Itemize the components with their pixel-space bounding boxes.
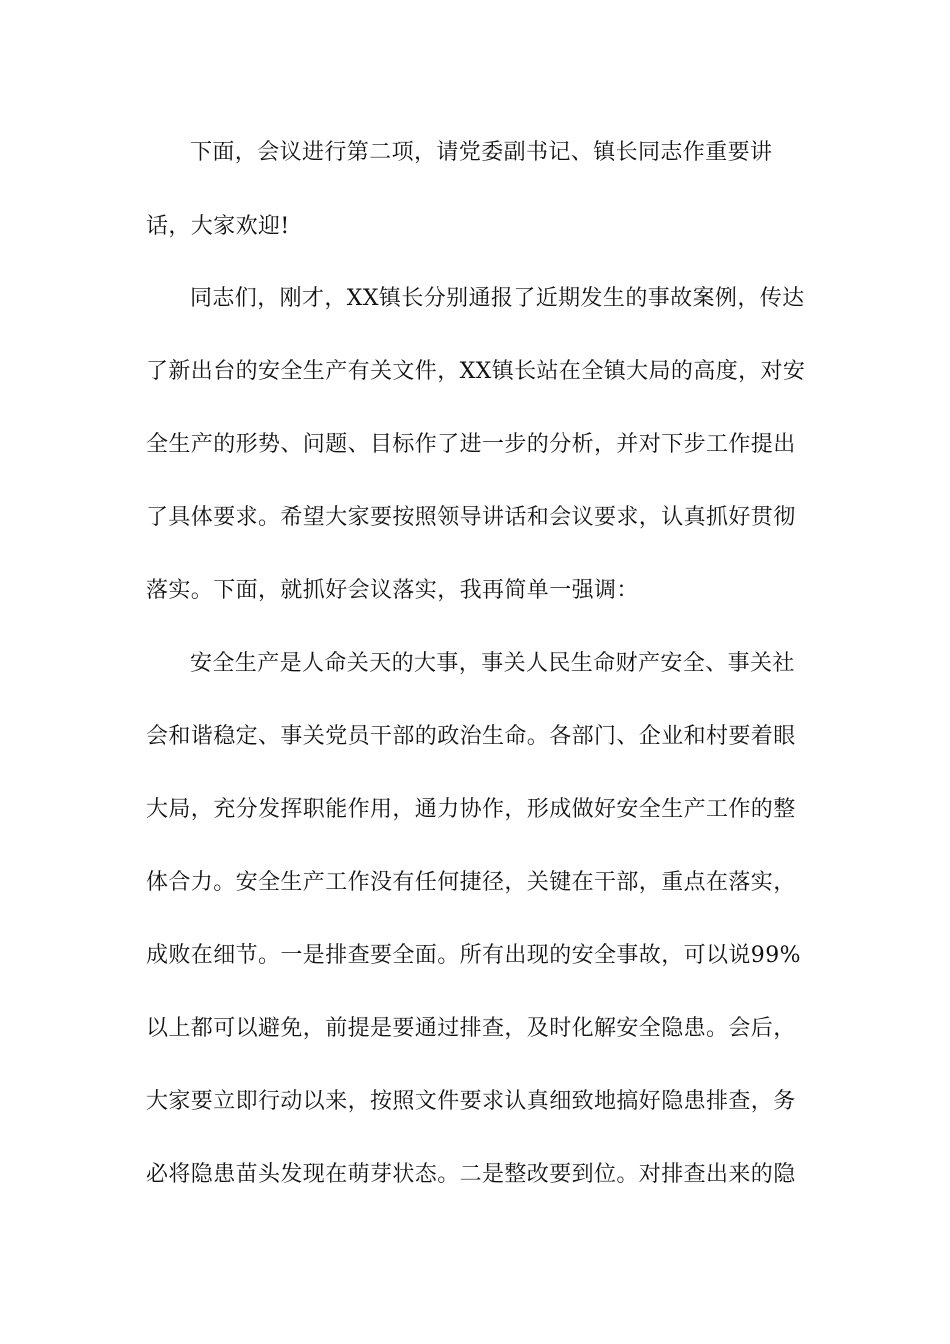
paragraph-3-line-2: 会和谐稳定、事关党员干部的政治生命。各部门、企业和村要着眼 [146,724,796,749]
paragraph-2-line-1: 同志们，刚才，XX镇长分别通报了近期发生的事故案例，传达 [190,286,805,311]
paragraph-3-line-8: 必将隐患苗头发现在萌芽状态。二是整改要到位。对排查出来的隐 [146,1162,796,1187]
paragraph-2-line-4: 了具体要求。希望大家要按照领导讲话和会议要求，认真抓好贯彻 [146,505,796,530]
paragraph-3-line-6: 以上都可以避免，前提是要通过排查，及时化解安全隐患。会后， [146,1016,796,1041]
paragraph-1-line-2: 话，大家欢迎! [146,214,290,239]
paragraph-3-line-1: 安全生产是人命关天的大事，事关人民生命财产安全、事关社 [190,651,795,676]
paragraph-3-line-7: 大家要立即行动以来，按照文件要求认真细致地搞好隐患排查，务 [146,1089,796,1114]
paragraph-3-line-4: 体合力。安全生产工作没有任何捷径，关键在干部，重点在落实， [146,870,796,895]
paragraph-3-line-3: 大局，充分发挥职能作用，通力协作，形成做好安全生产工作的整 [146,797,796,822]
paragraph-3-line-5: 成败在细节。一是排查要全面。所有出现的安全事故，可以说99% [146,943,801,968]
paragraph-2-line-2: 了新出台的安全生产有关文件，XX镇长站在全镇大局的高度，对安 [146,359,806,384]
paragraph-2-line-3: 全生产的形势、问题、目标作了进一步的分析，并对下步工作提出 [146,432,796,457]
paragraph-2-line-5: 落实。下面，就抓好会议落实，我再简单一强调： [146,578,639,603]
paragraph-1-line-1: 下面，会议进行第二项，请党委副书记、镇长同志作重要讲 [190,140,773,165]
